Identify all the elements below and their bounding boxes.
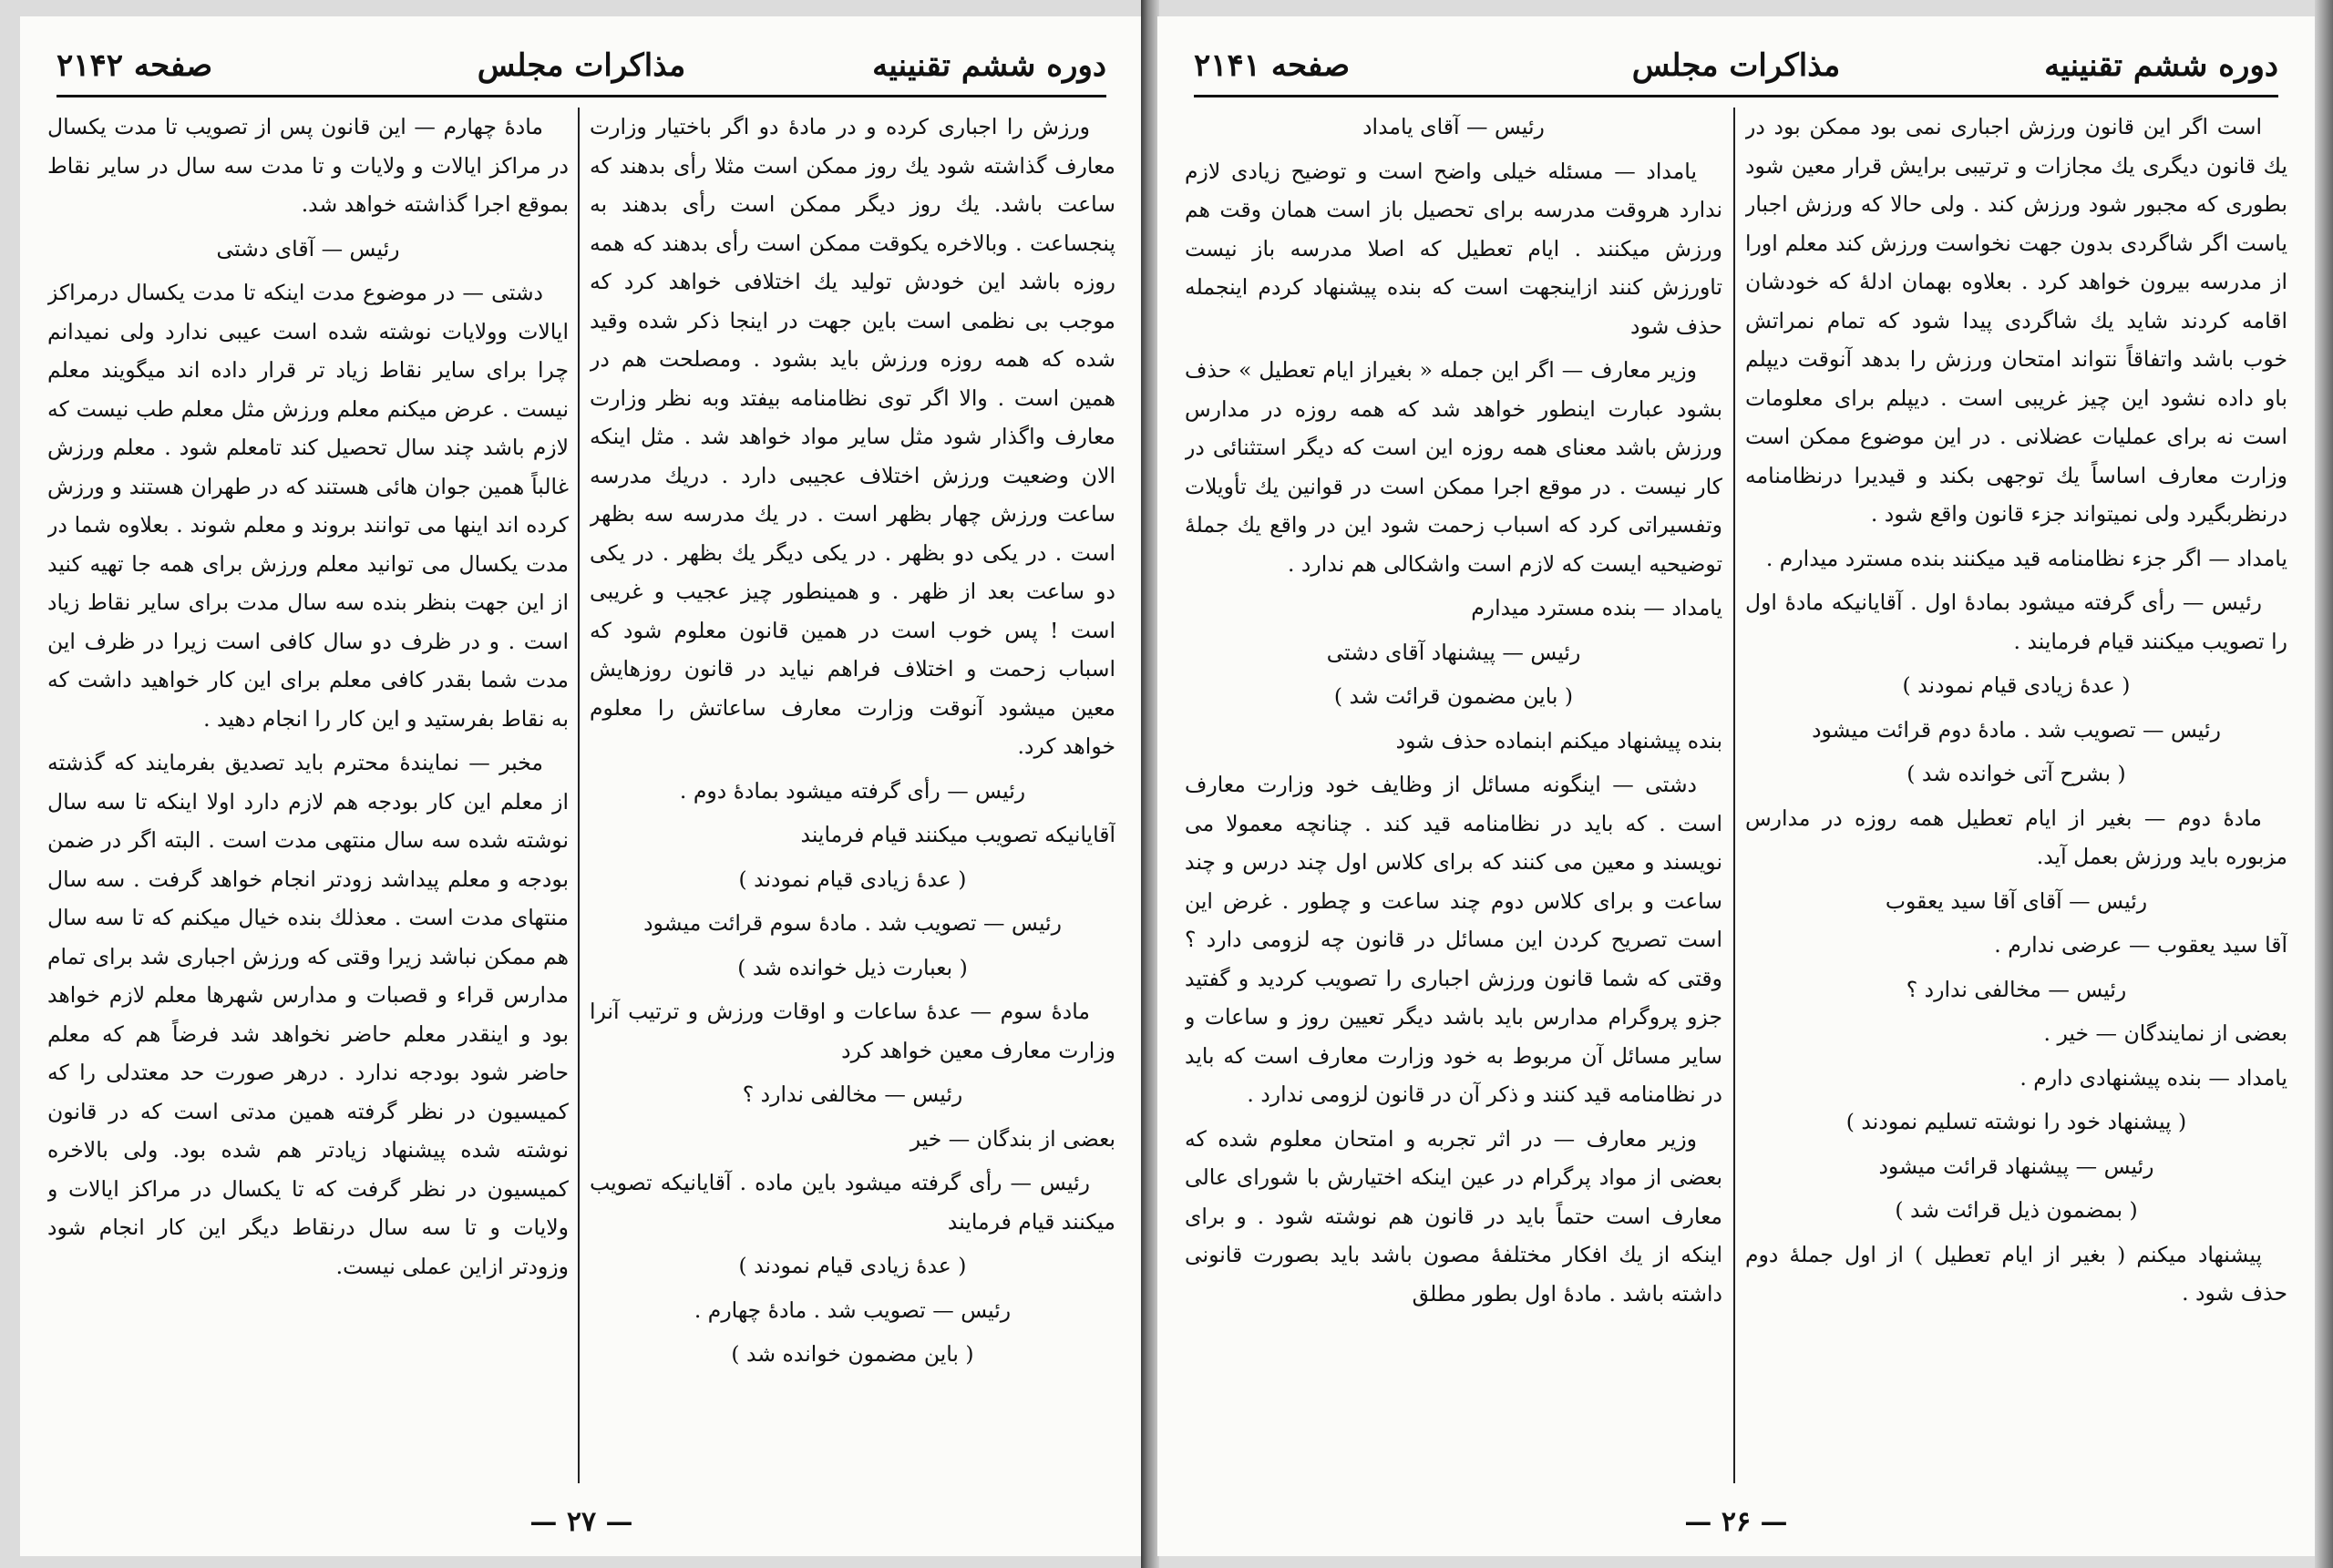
page-header (1194, 44, 2278, 97)
paragraph: بعضی از نمایندگان — خیر . (2043, 1020, 2287, 1046)
paragraph: ( عدهٔ زیادی قیام نمودند ) (738, 866, 967, 892)
paragraph: ( پیشنهاد خود را نوشته تسلیم نمودند ) (1845, 1109, 2187, 1134)
paragraph: مادهٔ دوم — بغیر از ایام تعطیل همه روزه در مدارس مزبوره باید ورزش بعمل آید. (1745, 804, 2287, 869)
column-left (1185, 108, 1722, 1492)
paragraph: رئیس — تصویب شد . مادهٔ دوم قرائت میشود (1812, 716, 2221, 743)
paragraph: ( بمضمون ذیل قرائت شد ) (1895, 1197, 2138, 1223)
paragraph: پیشنهاد میکنم ( بغیر از ایام تعطیل ) از اول جملهٔ دوم حذف شود . (1745, 1241, 2287, 1306)
paragraph: ( باین مضمون قرائت شد ) (1333, 683, 1574, 709)
paragraph: ( بعبارت ذیل خوانده شد ) (737, 954, 968, 980)
paragraph: آقا سید یعقوب — عرضی ندارم . (1994, 932, 2287, 958)
paragraph: مخبر — نمایندهٔ محترم باید تصدیق بفرمایند که گذشته از معلم این کار بودجه هم لازم دارد اولا اینکه تا سه سال نوشته شده سه سال منتهی مدت است . البته اگر در ضمن بودجه و معلم پیداشد زودتر انجام خواهد گرفت . سه سال منتهای مدت است . معذلك بنده خیال میکنم که تا سه سال هم ممکن نباشد زیرا وقتی که ورزش اجباری شد برای تمام مدارس قراء و قصبات و مدارس شهرها معلم لازم خواهد بود و اینقدر معلم حاضر نخواهد شد فرضاً هم که معلم حاضر شود بودجه ندارد . درهر صورت حد معتدلی را که کمیسیون در نظر گرفته همین مدتی است که در قانون نوشته شده پیشنهاد زیادتر هم شده بود. ولی بالاخره کمیسیون در نظر گرفت که تا یکسال در مراکز ایالات و ولایات و تا سه سال درنقاط دیگر این کار انجام شود وزودتر ازاین عملی نیست. (47, 750, 569, 1279)
paragraph: رئیس — پیشنهاد قرائت میشود (1878, 1153, 2154, 1179)
paragraph: رئیس — پیشنهاد آقای دشتی (1326, 639, 1581, 665)
paragraph: یامداد — مسئله خیلی واضح است و توضیح زیادی لازم ندارد هروقت مدرسه برای تحصیل باز است همان وقت هم ورزش میکنند . ایام تعطیل که اصلا مدرسه باز نیست تاورزش کنند ازاینجهت است که بنده پیشنهاد کردم اینجمله حذف شود (1185, 158, 1722, 339)
paragraph: ( بشرح آتی خوانده شد ) (1906, 761, 2126, 786)
paragraph: رئیس — رأی گرفته میشود باین ماده . آقایانیکه تصویب میکنند قیام فرمایند (590, 1170, 1115, 1235)
paragraph: ورزش را اجباری کرده و در مادهٔ دو اگر باختیار وزارت معارف گذاشته شود یك روز ممکن است مثلا رأی بدهند که ساعت باشد. یك روز دیگر ممکن است رأی بدهند به پنجساعت . وبالاخره یکوقت ممکن است رأی بدهند که همه روزه باشد این خودش تولید یك اختلافی خواهد کرد که موجب بی نظمی است باین جهت در اینجا ذکر شده وقید شده که همه روزه ورزش باید بشود . ومصلحت هم در همین است . والا اگر توی نظامنامه بیفتد وبه نظر وزارت معارف واگذار شود مثل سایر مواد خواهد شد . مثل اینکه الان وضعیت ورزش اختلاف عجیبی دارد . دریك مدرسه ساعت ورزش چهار بظهر است . در یك مدرسه سه بظهر است . در یکی دو بظهر . در یکی دیگر یك بظهر . در یکی دو ساعت بعد از ظهر . و همینطور چیز عجیب و غریبی است ! پس خوب است در همین قانون معلوم شود که اسباب زحمت و اختلاف فراهم نیاید در قانون روزهایش معین میشود آنوقت وزارت معارف ساعاتش را معلوم خواهد کرد. (590, 114, 1115, 759)
paragraph: رئیس — تصویب شد . مادهٔ سوم قرائت میشود (643, 910, 1062, 936)
header-title: مذاکرات مجلس (1631, 47, 1841, 84)
paragraph: رئیس — مخالفی ندارد ؟ (1906, 976, 2127, 1002)
page-footer-number: — ۲۷ — (529, 1506, 633, 1538)
page-right (1157, 16, 2315, 1556)
header-title: مذاکرات مجلس (477, 47, 686, 84)
paragraph: ( عدهٔ زیادی قیام نمودند ) (1902, 672, 2131, 698)
page-header (57, 44, 1106, 97)
paragraph: یامداد — بنده مسترد میدارم (1471, 595, 1722, 620)
page-edge (2315, 0, 2333, 1568)
column-left (47, 108, 569, 1492)
header-session: دوره ششم تقنینیه (2044, 47, 2278, 84)
paragraph: بنده پیشنهاد میکنم ابنماده حذف شود (1395, 727, 1722, 753)
book-gutter (1141, 0, 1159, 1568)
header-session: دوره ششم تقنینیه (872, 47, 1106, 84)
paragraph: وزیر معارف — اگر این جمله « بغیراز ایام تعطیل » حذف بشود عبارت اینطور خواهد شد که همه روزه در مدارس ورزش باشد معنای همه روزه این است که دیگر استثنائی در کار نیست . در موقع اجرا ممکن است در قوانین یك تأویلات وتفسیراتی کرد که اسباب زحمت شود این در واقع یك جملهٔ توضیحیه ایست که لازم است واشکالی هم ندارد . (1185, 357, 1722, 577)
paragraph: ( باین مضمون خوانده شد ) (731, 1341, 974, 1367)
paragraph: مادهٔ سوم — عدهٔ ساعات و اوقات ورزش و ترتیب آنرا وزارت معارف معین خواهد کرد (590, 999, 1115, 1063)
paragraph: رئیس — آقای دشتی (216, 235, 400, 261)
page-left (20, 16, 1143, 1556)
column-divider (578, 108, 580, 1483)
paragraph: وزیر معارف — در اثر تجربه و امتحان معلوم شده که بعضی از مواد پرگرام در عین اینکه اختیارش با شورای عالی معارف است حتماً باید در قانون هم نوشته شود . و برای اینکه از یك افکار مختلفهٔ مصون باشد باید بصورت قانونی داشته باشد . مادهٔ اول بطور مطلق (1185, 1125, 1722, 1307)
header-page-number: صفحه ۲۱۴۲ (57, 47, 213, 84)
paragraph: رئیس — مخالفی ندارد ؟ (742, 1081, 963, 1107)
paragraph: مادهٔ چهارم — این قانون پس از تصویب تا مدت یکسال در مراکز ایالات و ولایات و تا مدت سه سال در سایر نقاط بموقع اجرا گذاشته خواهد شد. (47, 114, 569, 217)
paragraph: بعضی از بندگان — خیر (910, 1125, 1115, 1152)
paragraph: یامداد — بنده پیشنهادی دارم . (2020, 1064, 2287, 1091)
paragraph: رئیس — آقای آقا سید یعقوب (1885, 887, 2148, 914)
paragraph: ( عدهٔ زیادی قیام نمودند ) (738, 1253, 967, 1278)
paragraph: رئیس — رأی گرفته میشود بمادهٔ دوم . (679, 777, 1026, 804)
paragraph: است اگر این قانون ورزش اجباری نمی بود ممکن بود در یك قانون دیگری یك مجازات و ترتیبی برایش قرار معین شود بطوری که مجبور شود ورزش کند . ولی حالا که ورزش اجبار یاست اگر شاگردی بدون جهت نخواست ورزش کند معلم اورا از مدرسه بیرون خواهد کرد . بعلاوه بهمان ادلهٔ که خودشان اقامه کردند شاید یك شاگردی پیدا شود که تمام نمراتش خوب باشد واتفاقاً نتواند امتحان ورزش را بدهد آنوقت دیپلم باو داده نشود این چیز غریبی است . دیپلم برای معلومات است نه برای عملیات عضلانی . در این موضوع ممکن است وزارت معارف اساساً یك توجهی بکند و قیدیرا درنظامنامه درنظربگیرد ولی نمیتواند جزء قانون واقع شود . (1745, 114, 2287, 527)
paragraph: دشتی — در موضوع مدت اینکه تا مدت یکسال درمراکز ایالات وولایات نوشته شده است عیبی ندارد ولی نمیدانم چرا برای سایر نقاط زیاد تر قرار داده اند میگویند معلم نیست . عرض میکنم معلم ورزش مثل معلم طب نیست که لازم باشد چند سال تحصیل کند تامعلم شود . معلم ورزش غالباً همین جوان هائی هستند که در طهران هستند و ورزش کرده اند اینها می توانند بروند و معلم شوند . بعلاوه شما در مدت یکسال می توانید معلم ورزش برای همه جا تهیه کنید از این جهت بنظر بنده سه سال مدت برای سایر نقاط زیاد است . و در ظرف دو سال کافی است زیرا در ظرف این مدت شما بقدر کافی معلم برای این کار خواهید داشت که به نقاط بفرستید و این کار را انجام دهید . (47, 280, 569, 732)
column-divider (1733, 108, 1735, 1483)
paragraph: رئیس — رأی گرفته میشود بمادهٔ اول . آقایانیکه مادهٔ اول را تصویب میکنند قیام فرمایند . (1745, 589, 2287, 654)
header-page-number: صفحه ۲۱۴۱ (1194, 47, 1351, 84)
column-right (590, 108, 1115, 1492)
paragraph: دشتی — اینگونه مسائل از وظایف خود وزارت معارف است . که باید در نظامنامه قید کند . چنانچه معمولا می نویسند و معین می کنند که برای کلاس اول چند درس و چند ساعت و برای کلاس دوم چند ساعت و چطور . غرض این است تصریح کردن این مسائل در قانون چه لزومی دارد ؟ وقتی که شما قانون ورزش اجباری را تصویب کردید و گفتید جزو پروگرام مدارس باید باشد دیگر تعیین روز و ساعات و سایر مسائل آن مربوط به خود وزارت معارف است که باید در نظامنامه قید کنند و ذکر آن در قانون لزومی ندارد . (1185, 772, 1722, 1107)
page-footer-number: — ۲۶ — (1684, 1506, 1788, 1538)
paragraph: رئیس — تصویب شد . مادهٔ چهارم . (694, 1296, 1012, 1323)
paragraph: رئیس — آقای یامداد (1362, 114, 1545, 139)
paragraph: آقایانیکه تصویب میکنند قیام فرمایند (800, 822, 1115, 847)
column-right (1745, 108, 2287, 1492)
paragraph: یامداد — اگر جزء نظامنامه قید میکنند بنده مسترد میدارم . (1765, 545, 2287, 571)
